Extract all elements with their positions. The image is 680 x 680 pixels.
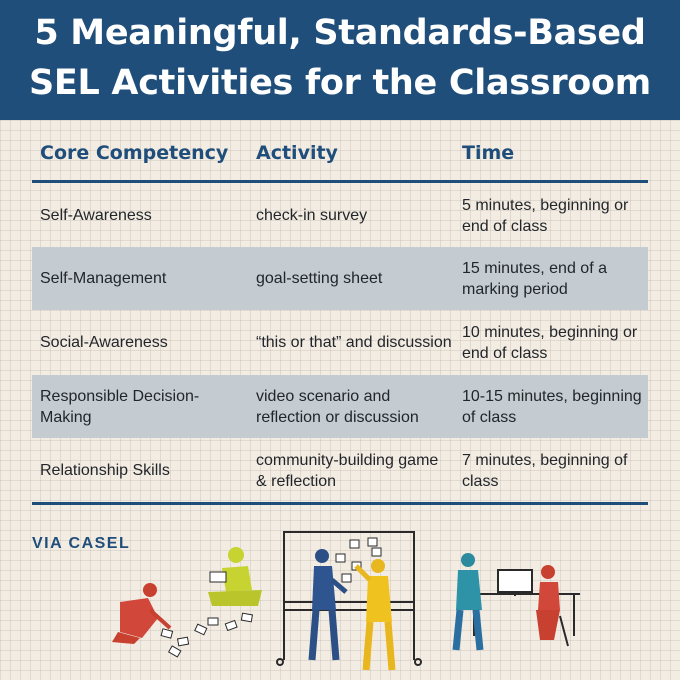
page-title-line-2: SEL Activities for the Classroom: [29, 63, 651, 103]
standing-teacher-illustration: [456, 553, 482, 650]
header-divider: [32, 180, 648, 183]
table-bottom-rule: [32, 502, 648, 505]
header-time: Time: [462, 142, 515, 164]
table-row: [32, 375, 648, 438]
title-banner: [0, 0, 680, 120]
source-credit: VIA CASEL: [32, 535, 131, 552]
seated-student-illustration: [208, 547, 262, 606]
competency-cell: Social-Awareness: [40, 334, 168, 351]
activity-cell: community-building game & reflection: [256, 451, 439, 490]
header-core-competency: Core Competency: [40, 142, 229, 164]
standing-student-blue-illustration: [312, 549, 346, 660]
competency-cell: Self-Management: [40, 270, 167, 287]
sticky-notes-illustration: [336, 538, 381, 582]
competency-cell: Relationship Skills: [40, 462, 170, 479]
table-row: [32, 247, 648, 310]
table-row: [32, 439, 648, 502]
time-cell: 5 minutes, beginning or end of class: [462, 196, 629, 235]
activity-cell: goal-setting sheet: [256, 270, 383, 287]
papers-illustration: [161, 613, 252, 657]
time-cell: 7 minutes, beginning of class: [462, 451, 628, 490]
standing-student-yellow-illustration: [356, 559, 392, 670]
classroom-illustration: [0, 510, 680, 680]
activity-cell: “this or that” and discussion: [256, 334, 452, 351]
time-cell: 15 minutes, end of a marking period: [462, 259, 607, 298]
activity-cell: check-in survey: [256, 207, 368, 224]
competency-cell: Responsible Decision-Making: [40, 387, 200, 426]
activity-cell: video scenario and reflection or discussion: [256, 387, 419, 426]
table-row: [32, 184, 648, 247]
header-activity: Activity: [256, 142, 338, 164]
seated-desk-student-illustration: [536, 565, 568, 646]
whiteboard-illustration: [277, 532, 421, 665]
page-title-line-1: 5 Meaningful, Standards-Based: [34, 13, 646, 53]
time-cell: 10 minutes, beginning or end of class: [462, 323, 638, 362]
time-cell: 10-15 minutes, beginning of class: [462, 387, 642, 426]
competency-cell: Self-Awareness: [40, 207, 152, 224]
table-row: [32, 311, 648, 374]
